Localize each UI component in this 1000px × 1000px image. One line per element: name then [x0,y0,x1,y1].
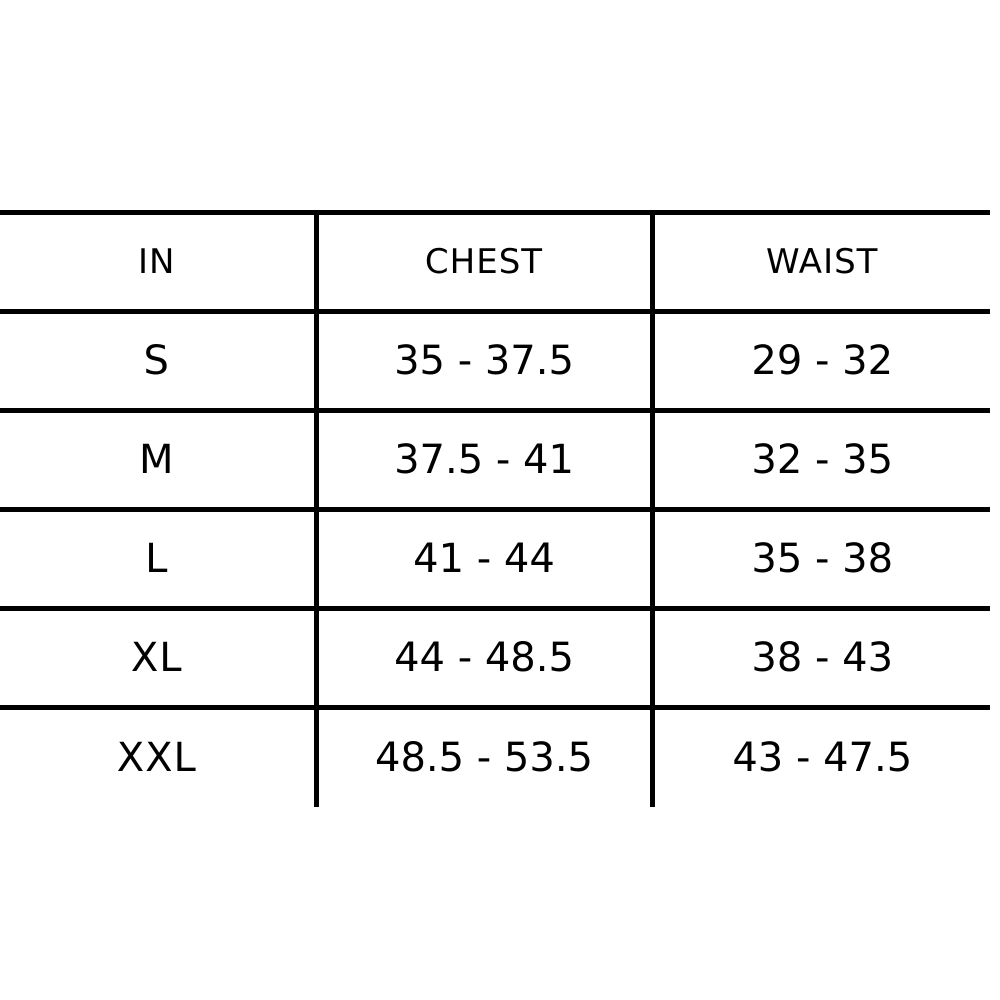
cell-size-s: S [0,312,316,411]
size-chart-container [0,210,990,807]
table-row [0,609,990,708]
table-row [0,510,990,609]
cell-size-l: L [0,510,316,609]
cell-waist-xl: 38 - 43 [652,609,990,708]
cell-waist-l: 35 - 38 [652,510,990,609]
cell-chest-xxl: 48.5 - 53.5 [316,708,652,807]
cell-size-xxl: XXL [0,708,316,807]
cell-waist-m: 32 - 35 [652,411,990,510]
cell-waist-xxl: 43 - 47.5 [652,708,990,807]
column-header-chest: CHEST [316,213,652,312]
column-header-waist: WAIST [652,213,990,312]
cell-chest-m: 37.5 - 41 [316,411,652,510]
cell-chest-s: 35 - 37.5 [316,312,652,411]
table-row [0,708,990,807]
table-header-row [0,213,990,312]
column-header-unit: IN [0,213,316,312]
cell-chest-xl: 44 - 48.5 [316,609,652,708]
cell-waist-s: 29 - 32 [652,312,990,411]
table-row [0,411,990,510]
cell-size-m: M [0,411,316,510]
size-chart-table [0,210,990,807]
cell-chest-l: 41 - 44 [316,510,652,609]
table-row [0,312,990,411]
cell-size-xl: XL [0,609,316,708]
